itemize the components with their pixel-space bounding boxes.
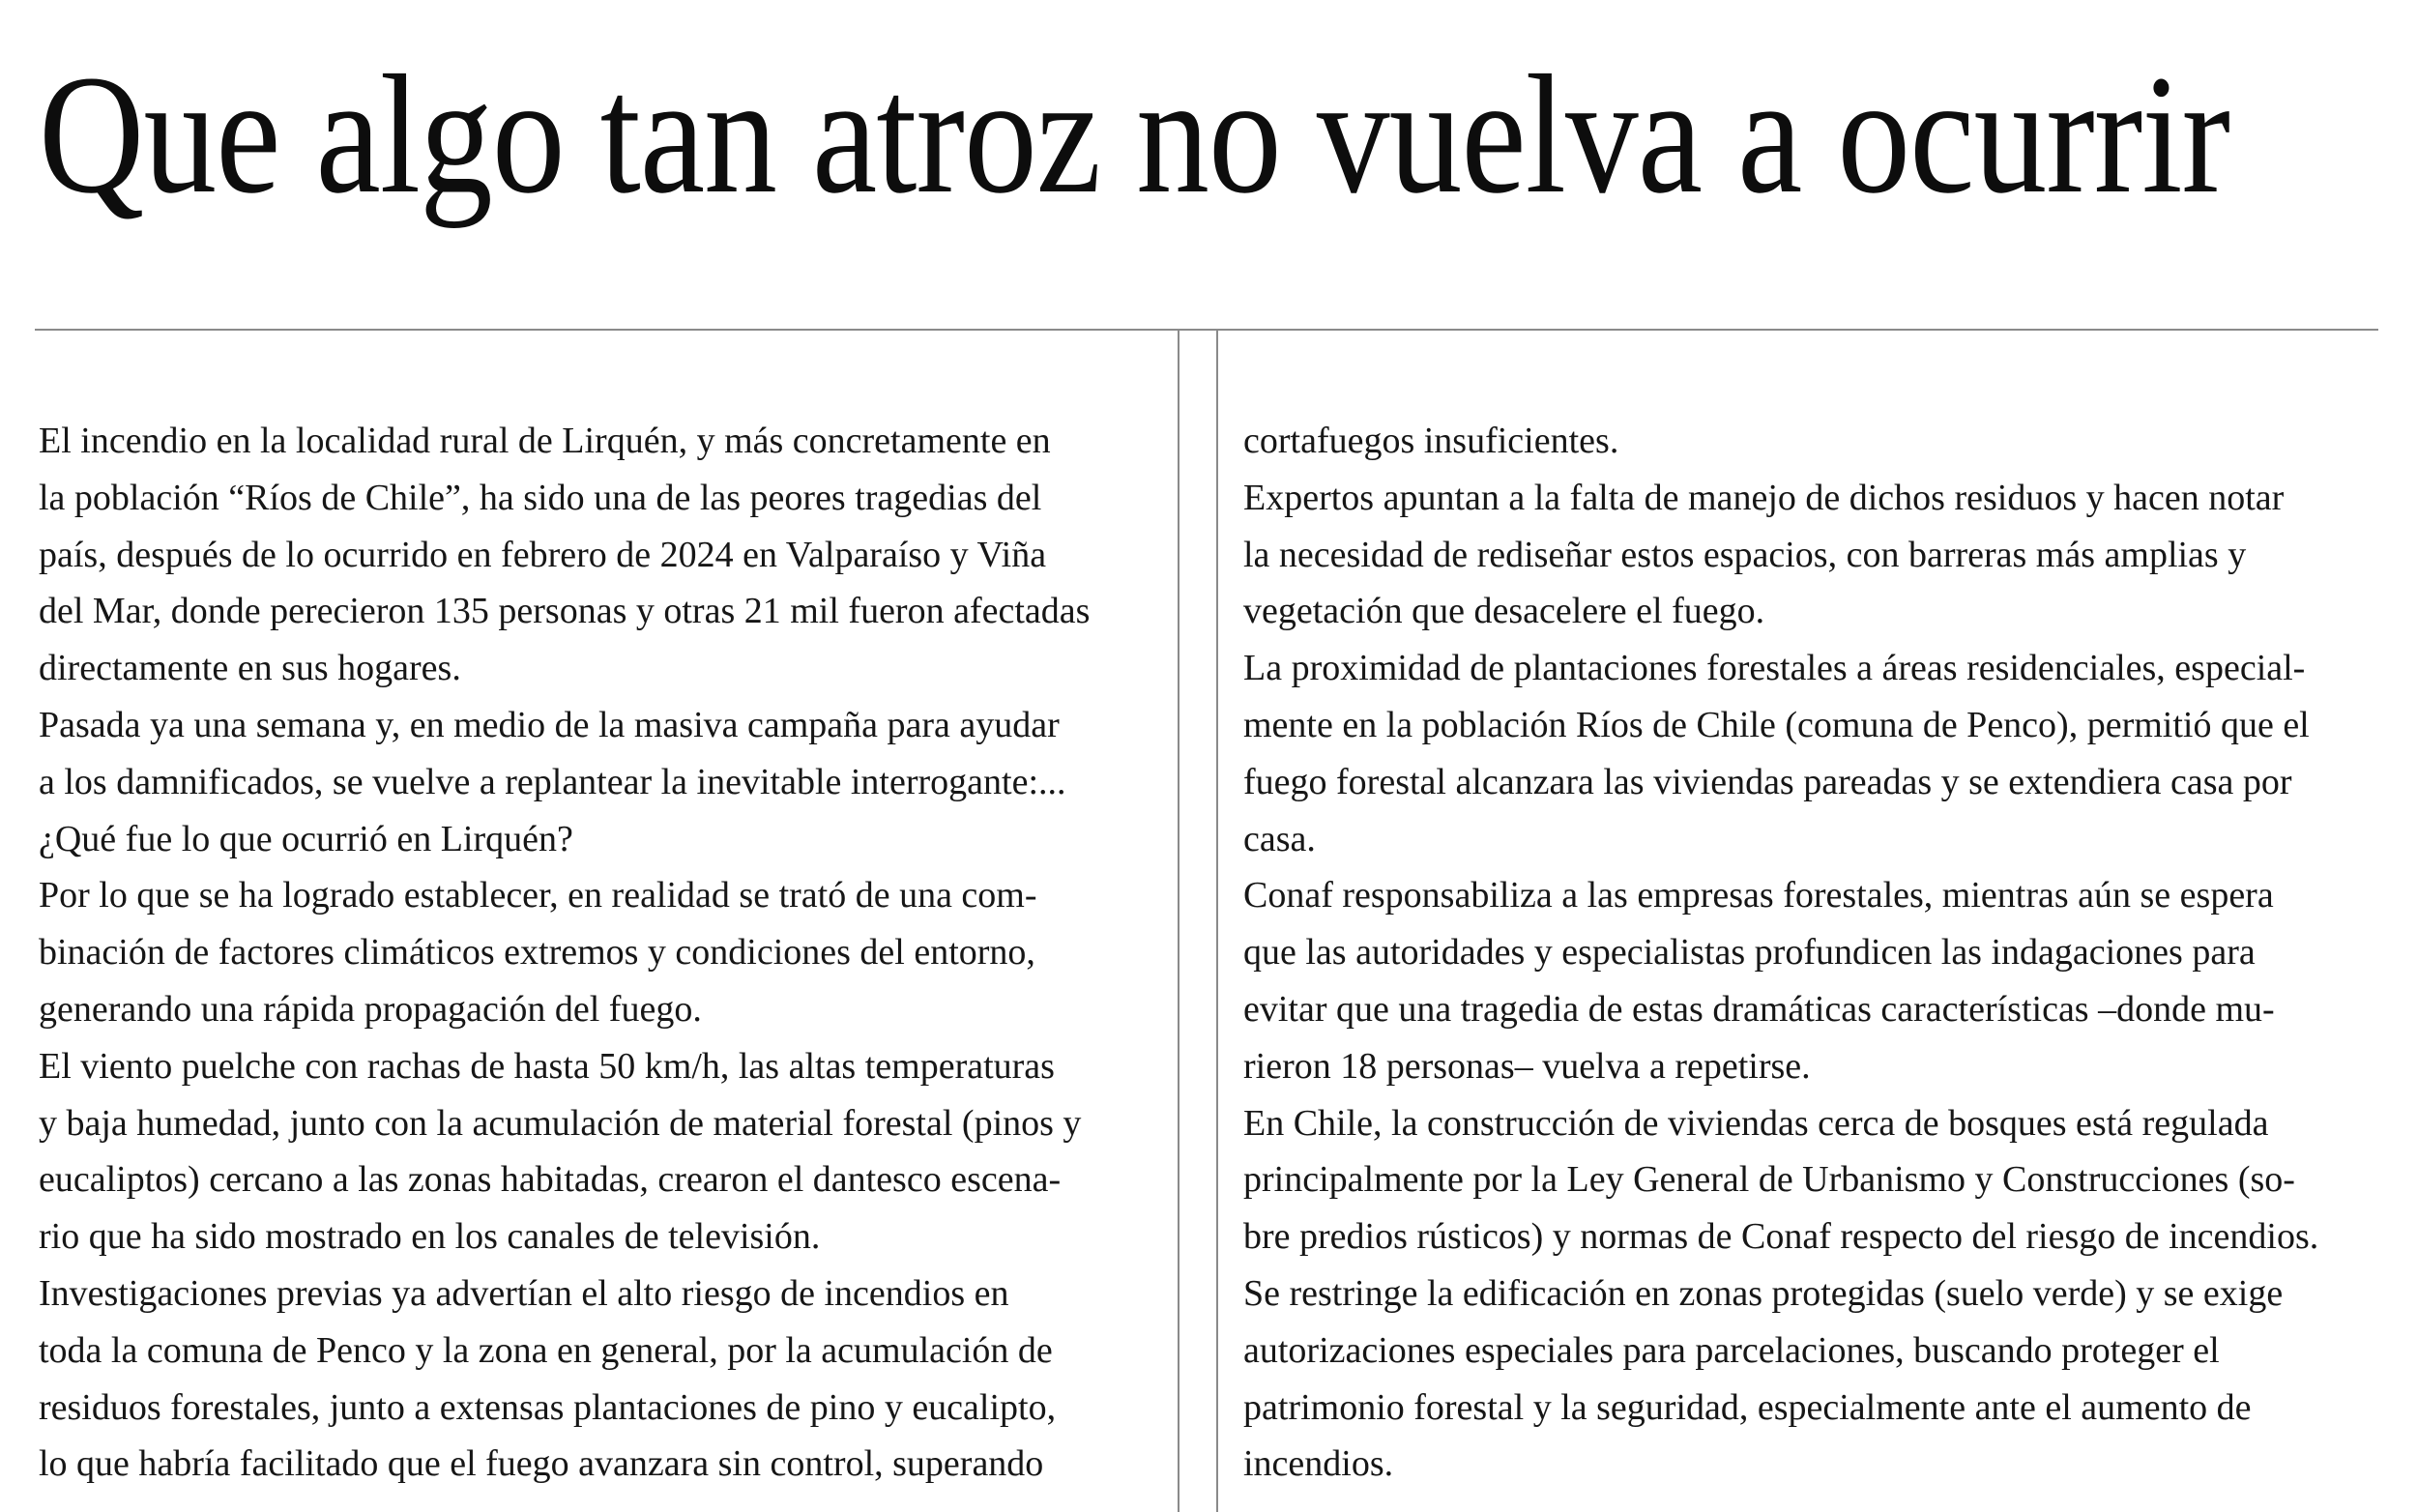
text-line: toda la comuna de Penco y la zona en general, por la acumulación de (39, 1329, 1053, 1371)
text-line: residuos forestales, junto a extensas plantaciones de pino y eucalipto, (39, 1386, 1057, 1428)
text-line: la población “Ríos de Chile”, ha sido una de las peores tragedias del (39, 477, 1042, 518)
text-line: Por lo que se ha logrado establecer, en realidad se trató de una com- (39, 875, 1037, 916)
text-line: rieron 18 personas– vuelva a repetirse. (1243, 1045, 1811, 1087)
column-divider-line-1 (1178, 331, 1179, 1512)
text-line: En Chile, la construcción de viviendas cerca de bosques está regulada (1243, 1102, 2269, 1144)
text-line: ¿Qué fue lo que ocurrió en Lirquén? (39, 818, 573, 859)
text-line: eucaliptos) cercano a las zonas habitadas, crearon el dantesco escena- (39, 1159, 1062, 1201)
text-line: del Mar, donde perecieron 135 personas y otras 21 mil fueron afectadas (39, 591, 1091, 632)
text-line: patrimonio forestal y la seguridad, especialmente ante el aumento de (1243, 1386, 2252, 1428)
text-line: Pasada ya una semana y, en medio de la masiva campaña para ayudar (39, 704, 1060, 745)
text-line: Investigaciones previas ya advertían el alto riesgo de incendios en (39, 1272, 1009, 1314)
text-line: país, después de lo ocurrido en febrero de 2024 en Valparaíso y Viña (39, 534, 1047, 575)
text-line: Conaf responsabiliza a las empresas forestales, mientras aún se espera (1243, 875, 2274, 916)
text-line: la necesidad de rediseñar estos espacios, con barreras más amplias y (1243, 534, 2247, 575)
column-divider-line-2 (1216, 331, 1218, 1512)
text-line: directamente en sus hogares. (39, 648, 461, 689)
text-line: Se restringe la edificación en zonas protegidas (suelo verde) y se exige (1243, 1272, 2284, 1314)
text-line: El incendio en la localidad rural de Lirquén, y más concretamente en (39, 421, 1051, 461)
headline-rule (35, 329, 2378, 331)
article-column-left (39, 413, 1160, 1493)
text-line: Expertos apuntan a la falta de manejo de dichos residuos y hacen notar (1243, 477, 2285, 518)
text-line: cortafuegos insuficientes. (1243, 421, 1619, 461)
text-line: a los damnificados, se vuelve a replantear la inevitable interrogante:... (39, 761, 1066, 802)
text-line: vegetación que desacelere el fuego. (1243, 591, 1765, 632)
text-line: incendios. (1243, 1443, 1394, 1485)
text-line: fuego forestal alcanzara las viviendas pareadas y se extendiera casa por (1243, 761, 2292, 802)
text-line: El viento puelche con rachas de hasta 50 km/h, las altas temperaturas (39, 1045, 1055, 1087)
text-line: principalmente por la Ley General de Urbanismo y Construcciones (so- (1243, 1159, 2295, 1201)
text-line: casa. (1243, 818, 1316, 859)
text-line: mente en la población Ríos de Chile (comuna de Penco), permitió que el (1243, 704, 2310, 745)
article-column-right (1243, 413, 2384, 1493)
text-line: generando una rápida propagación del fuego. (39, 988, 702, 1030)
text-line: rio que ha sido mostrado en los canales de televisión. (39, 1216, 821, 1258)
text-line: y baja humedad, junto con la acumulación de material forestal (pinos y (39, 1102, 1082, 1144)
text-line: que las autoridades y especialistas profundicen las indagaciones para (1243, 932, 2256, 974)
text-line: La proximidad de plantaciones forestales a áreas residenciales, especial- (1243, 648, 2306, 689)
text-line: bre predios rústicos) y normas de Conaf respecto del riesgo de incendios. (1243, 1216, 2319, 1258)
text-line: lo que habría facilitado que el fuego avanzara sin control, superando (39, 1443, 1044, 1485)
headline: Que algo tan atroz no vuelva a ocurrir (39, 41, 2230, 229)
text-line: evitar que una tragedia de estas dramáticas características –donde mu- (1243, 988, 2275, 1030)
text-line: autorizaciones especiales para parcelaciones, buscando proteger el (1243, 1329, 2220, 1371)
text-line: binación de factores climáticos extremos y condiciones del entorno, (39, 932, 1035, 974)
